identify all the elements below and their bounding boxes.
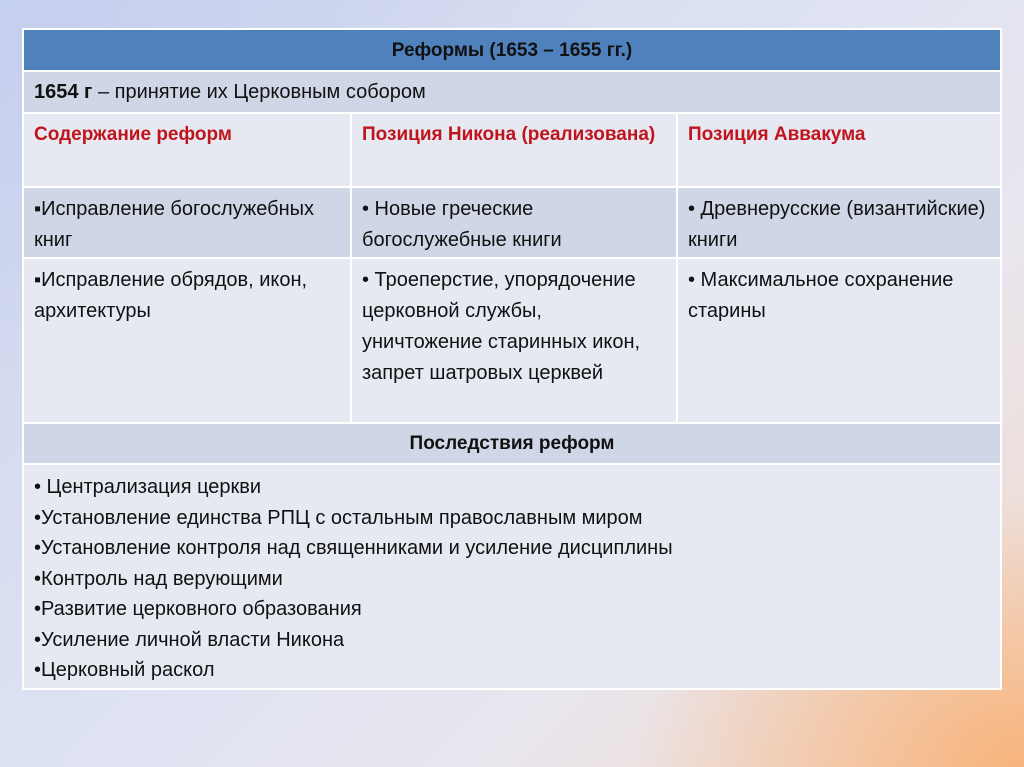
adoption-year: 1654 г bbox=[34, 81, 93, 103]
consequences-list bbox=[24, 465, 1000, 688]
row1-avvakum: • Древнерусские (византийские) книги bbox=[688, 198, 986, 251]
reforms-table bbox=[22, 28, 1002, 690]
adoption-text: – принятие их Церковным собором bbox=[92, 81, 426, 103]
list-item: •Установление контроля над священниками и усиление дисциплины bbox=[34, 537, 673, 559]
list-item: •Церковный раскол bbox=[34, 659, 215, 681]
row1-nikon: • Новые греческие богослужебные книги bbox=[352, 188, 678, 257]
column-headers-row bbox=[24, 114, 1000, 188]
consequences-header-row bbox=[24, 424, 1000, 465]
list-item: • Централизация церкви bbox=[34, 476, 262, 498]
row2-nikon: • Троеперстие, упорядочение церковной службы, уничтожение старинных икон, запрет шатровых церквей bbox=[352, 259, 678, 422]
table-title-row bbox=[24, 30, 1000, 72]
adoption-cell bbox=[24, 72, 1000, 112]
header-nikon-position: Позиция Никона (реализована) bbox=[352, 114, 678, 186]
header-reform-content: Содержание реформ bbox=[24, 114, 352, 186]
table-row bbox=[24, 188, 1000, 259]
table-row bbox=[24, 259, 1000, 424]
header-avvakum-position: Позиция Аввакума bbox=[688, 124, 866, 145]
list-item: •Усиление личной власти Никона bbox=[34, 628, 345, 651]
row1-reform: ▪Исправление богослужебных книг bbox=[24, 188, 352, 257]
list-item: •Контроль над верующими bbox=[34, 567, 283, 590]
adoption-row bbox=[24, 72, 1000, 114]
list-item: •Установление единства РПЦ с остальным православным миром bbox=[34, 506, 643, 529]
table-title: Реформы (1653 – 1655 гг.) bbox=[391, 40, 633, 61]
consequences-list-row bbox=[24, 465, 1000, 688]
row2-avvakum: • Максимальное сохранение старины bbox=[688, 269, 954, 322]
list-item: •Развитие церковного образования bbox=[34, 598, 362, 620]
row2-reform: ▪Исправление обрядов, икон, архитектуры bbox=[24, 259, 352, 422]
consequences-title: Последствия реформ bbox=[409, 433, 615, 454]
